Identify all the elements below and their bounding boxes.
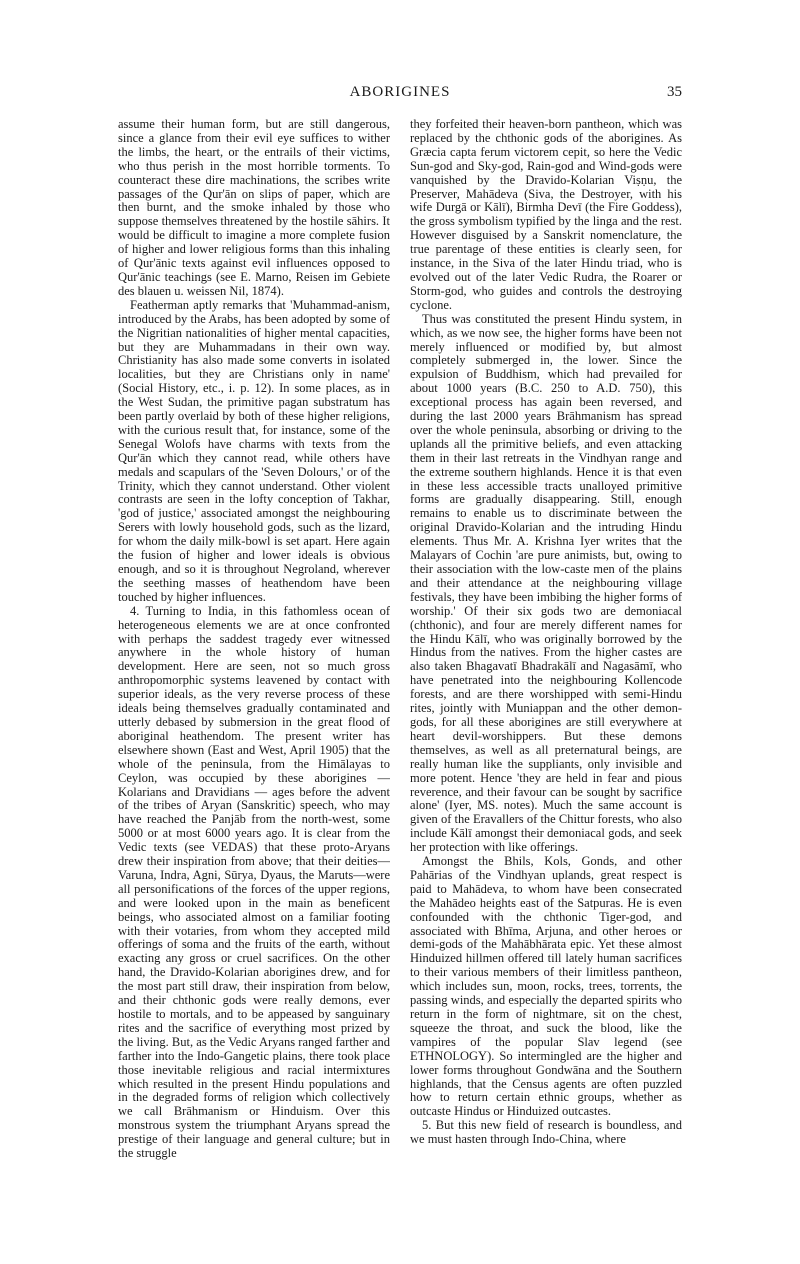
- page-number: 35: [667, 84, 682, 100]
- left-column: [118, 118, 390, 1240]
- paragraph: assume their human form, but are still dangerous, since a glance from their evil eye suffices to wither the limbs, the heart, or the entrails of their victims, who thus perish in the most horrible torments. To counteract these dire machinations, the scribes write passages of the Qur'ān on slips of paper, which are then burnt, and the smoke inhaled by those who suppose themselves threatened by the hostile sāhirs. It would be difficult to imagine a more complete fusion of higher and lower religious forms than this inhaling of Qur'ānic texts against evil influences opposed to Qur'ānic teachings (see E. Marno, Reisen im Gebiete des blauen u. weissen Nil, 1874).: [118, 118, 390, 298]
- paragraph: they forfeited their heaven-born pantheon, which was replaced by the chthonic gods of the aborigines. As Græcia capta ferum victorem cepit, so here the Vedic Sun-god and Sky-god, Rain-god and Wind-gods were vanquished by the Dravido-Kolarian Viṣṇu, the Preserver, Mahādeva (Siva, the Destroyer, with his wife Durgā or Kālī), Birmha Devī (the Fire Goddess), the gross symbolism typified by the linga and the rest. However disguised by a Sanskrit nomenclature, the true parentage of these entities is clearly seen, for instance, in the Siva of the later Hindu triad, who is evolved out of the later Vedic Rudra, the Roarer or Storm-god, who guides and controls the destroying cyclone.: [410, 118, 682, 312]
- right-column: [410, 118, 682, 1240]
- paragraph: 4. Turning to India, in this fathomless ocean of heterogeneous elements we are at once confronted with perhaps the saddest tragedy ever witnessed anywhere in the whole history of human development. Here are seen, not so much gross anthropomorphic systems leavened by contact with superior ideals, as the very reverse process of these ideals being themselves gradually contaminated and utterly debased by submersion in the great flood of aboriginal heathendom. The present writer has elsewhere shown (East and West, April 1905) that the whole of the peninsula, from the Himālayas to Ceylon, was occupied by these aborigines — Kolarians and Dravidians — ages before the advent of the tribes of Aryan (Sanskritic) speech, who may have reached the Panjāb from the north-west, some 5000 or at most 6000 years ago. It is clear from the Vedic texts (see VEDAS) that these proto-Aryans drew their inspiration from above; that their deities—Varuna, Indra, Agni, Sūrya, Dyaus, the Maruts—were all personifications of the forces of the upper regions, and were looked upon in the main as beneficent beings, who associated almost on a familiar footing with their votaries, from whom they accepted mild offerings of soma and the fruits of the earth, without exacting any gross or cruel sacrifices. On the other hand, the Dravido-Kolarian aborigines drew, and for the most part still draw, their inspiration from below, and their chthonic gods were really demons, ever hostile to mortals, and to be appeased by sanguinary rites and the sacrifice of everything most prized by the living. But, as the Vedic Aryans ranged farther and farther into the Indo-Gangetic plains, there took place those inevitable religious and racial intermixtures which resulted in the present Hindu populations and in the degraded forms of religion which collectively we call Brāhmanism or Hinduism. Over this monstrous system the triumphant Aryans spread the prestige of their language and general culture; but in the struggle: [118, 603, 390, 1161]
- page-header: [0, 0, 800, 110]
- paragraph: 5. But this new field of research is boundless, and we must hasten through Indo-China, where: [410, 1118, 682, 1147]
- running-title: ABORIGINES: [349, 84, 451, 100]
- paragraph: Featherman aptly remarks that 'Muhammad-anism, introduced by the Arabs, has been adopted by some of the Nigritian nationalities of higher mental capacities, but they are Muhammadans in their own way. Christianity has also made some converts in isolated localities, but they are Christians only in name' (Social History, etc., i. p. 12). In some places, as in the West Sudan, the primitive pagan substratum has been partly overlaid by both of these higher religions, with the curious result that, for instance, some of the Senegal Wolofs have charms with texts from the Qur'ān which they cannot read, while others have medals and scapulars of the 'Seven Dolours,' or of the Trinity, which they cannot understand. Other violent contrasts are seen in the lofty conception of Takhar, 'god of justice,' associated amongst the neighbouring Serers with lowly household gods, such as the lizard, for whom the daily milk-bowl is set apart. Here again the fusion of higher and lower ideals is obvious enough, and so it is throughout Negroland, wherever the seething masses of heathendom have been touched by higher influences.: [118, 297, 390, 604]
- paragraph: Thus was constituted the present Hindu system, in which, as we now see, the higher forms have been not merely influenced or modified by, but almost completely submerged in, the lower. Since the expulsion of Buddhism, which had prevailed for about 1000 years (B.C. 250 to A.D. 750), this exceptional process has again been reversed, and during the last 2000 years Brāhmanism has spread over the whole peninsula, absorbing or driving to the uplands all the primitive beliefs, and even attacking them in their last retreats in the Vindhyan range and the extreme southern highlands. Hence it is that even in these less accessible tracts unalloyed primitive forms are gradually disappearing. Still, enough remains to enable us to discriminate between the original Dravido-Kolarian and the intruding Hindu elements. Thus Mr. A. Krishna Iyer writes that the Malayars of Cochin 'are pure animists, but, owing to their association with the low-caste men of the plains and their attendance at the neighbouring village festivals, they have been imbibing the higher forms of worship.' Of their six gods two are demoniacal (chthonic), and four are merely different names for the Hindu Kālī, who was originally borrowed by the Hindus from the natives. From the higher castes are also taken Bhagavatī Bhadrakālī and Nagasāmī, who have penetrated into the neighbouring Kollencode forests, and are there worshipped with semi-Hindu rites, jointly with Muniappan and the other demon-gods, for all these aborigines are still everywhere at heart devil-worshippers. But these demons themselves, as well as all preternatural beings, are really human like the suppliants, only invisible and more potent. Hence 'they are held in fear and pious reverence, and their favour can be sought by sacrifice alone' (Iyer, MS. notes). Much the same account is given of the Eravallers of the Chittur forests, who also include Kālī amongst their demoniacal gods, and seek her protection with like offerings.: [410, 311, 682, 855]
- paragraph: Amongst the Bhils, Kols, Gonds, and other Pahārias of the Vindhyan uplands, great respect is paid to Mahādeva, to whom have been consecrated the Mahādeo heights east of the Satpuras. He is even confounded with the chthonic Tiger-god, and associated with Bhīma, Arjuna, and other heroes or demi-gods of the Mahābhārata epic. Yet these almost Hinduized hillmen offered till lately human sacrifices to their various members of their limitless pantheon, which includes sun, moon, rocks, trees, torrents, the passing winds, and especially the departed spirits who return in the form of nightmare, sit on the chest, squeeze the throat, and suck the blood, like the vampires of the popular Slav legend (see ETHNOLOGY). So intermingled are the higher and lower forms throughout Gondwāna and the Southern highlands, that the Census agents are often puzzled how to return certain ethnic groups, whether as outcaste Hindus or Hinduized outcastes.: [410, 854, 682, 1119]
